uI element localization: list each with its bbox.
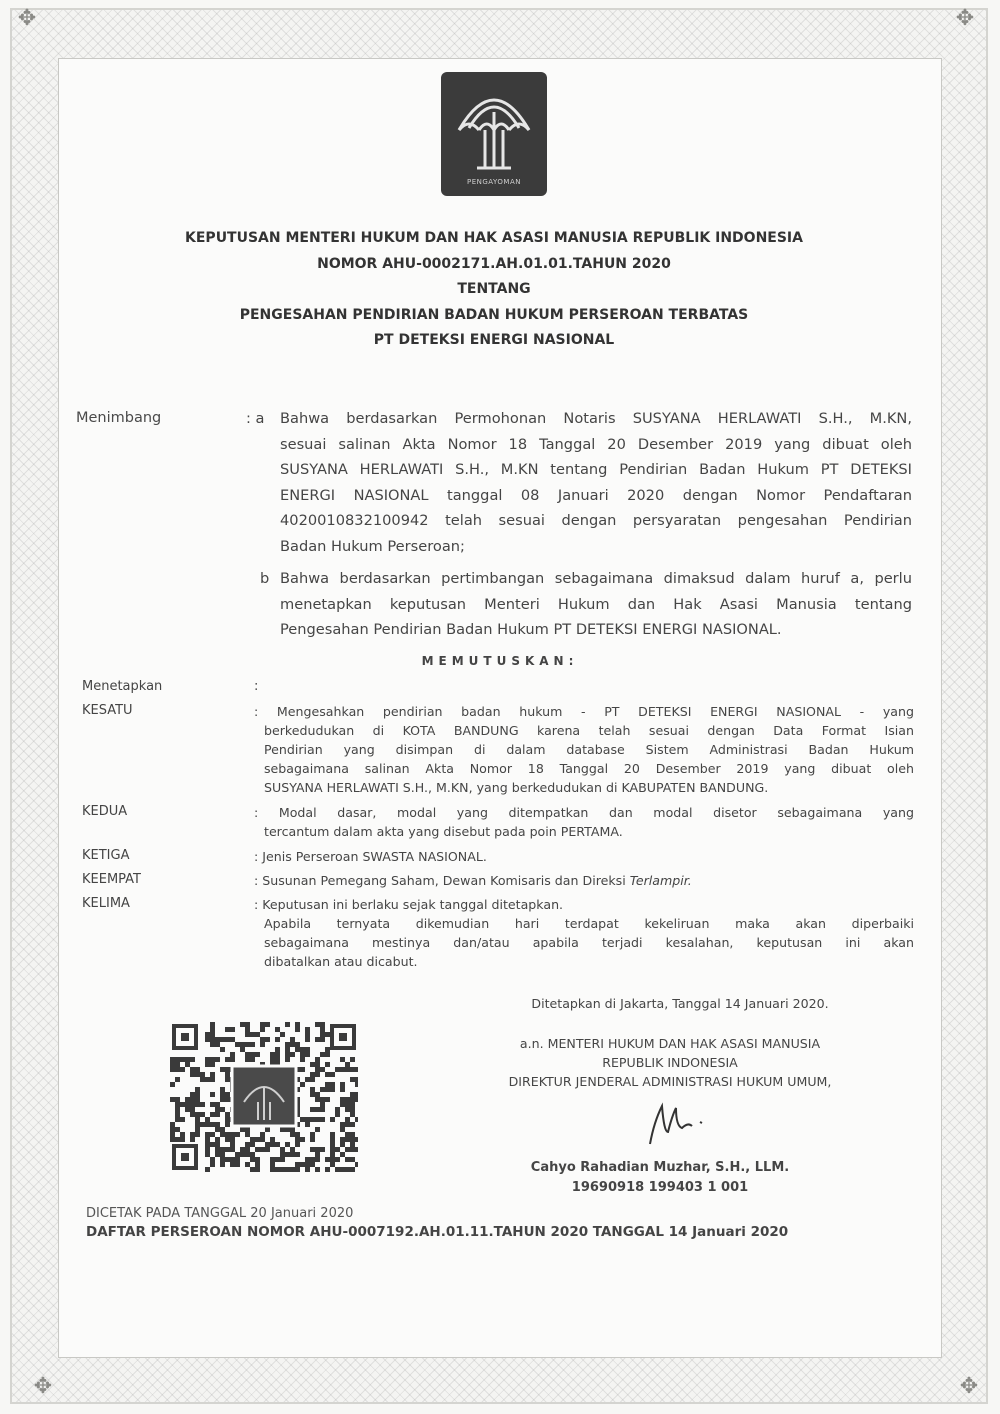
text-line: : Modal dasar, modal yang ditempatkan dan modal disetor sebagaimana yang	[254, 805, 914, 820]
company-name: PT DETEKSI ENERGI NASIONAL	[373, 332, 615, 348]
decision-label-keempat: KEEMPAT	[82, 872, 142, 887]
company-register-number: DAFTAR PERSEROAN NOMOR AHU-0007192.AH.01.11.TAHUN 2020 TANGGAL 14 Januari 2020	[86, 1224, 789, 1240]
decision-heading: MEMUTUSKAN:	[421, 654, 579, 668]
text-line: Bahwa berdasarkan pertimbangan sebagaimana dimaksud dalam huruf a, perlu	[280, 570, 912, 587]
signatory-name: Cahyo Rahadian Muzhar, S.H., LLM.	[530, 1160, 790, 1175]
establish-colon: :	[254, 679, 259, 694]
corner-ornament-icon: ✥	[17, 6, 37, 31]
text-line: Pengesahan Pendirian Badan Hukum PT DETEKSI ENERGI NASIONAL.	[280, 621, 782, 638]
decision-text-ketiga	[254, 847, 914, 866]
decision-text-kelima	[254, 895, 914, 971]
signing-on-behalf-country: REPUBLIK INDONESIA	[602, 1055, 738, 1070]
decision-text-keempat	[254, 871, 914, 890]
considering-point-a	[280, 406, 912, 559]
text-line: Badan Hukum Perseroan;	[280, 537, 465, 555]
decision-label-kesatu: KESATU	[82, 703, 133, 718]
decision-label-kelima: KELIMA	[82, 896, 130, 911]
decision-label-kedua: KEDUA	[82, 804, 128, 819]
text-line: SUSYANA HERLAWATI S.H., M.KN, yang berkedudukan di KABUPATEN BANDUNG.	[264, 780, 769, 795]
text-line	[254, 871, 914, 890]
text-line: : Jenis Perseroan SWASTA NASIONAL.	[254, 849, 487, 864]
signing-position: DIREKTUR JENDERAL ADMINISTRASI HUKUM UMUM,	[508, 1074, 832, 1089]
attached-note: Terlampir.	[629, 873, 692, 888]
text-line: berkedudukan di KOTA BANDUNG karena telah sesuai dengan Data Format Isian	[264, 723, 914, 738]
banyan-tree-icon	[441, 72, 547, 178]
text-line: sebagaimana mestinya dan/atau apabila terjadi kesalahan, keputusan ini akan	[264, 935, 914, 950]
pengayoman-emblem	[441, 72, 547, 196]
text-line: : Susunan Pemegang Saham, Dewan Komisaris dan Direksi	[254, 873, 630, 888]
signatory-nip: 19690918 199403 1 001	[571, 1180, 749, 1195]
text-line: sesuai salinan Akta Nomor 18 Tanggal 20 Desember 2019 yang dibuat oleh	[280, 435, 912, 453]
text-line: dibatalkan atau dicabut.	[264, 954, 418, 969]
corner-ornament-icon: ✥	[955, 6, 975, 31]
text-line: : Mengesahkan pendirian badan hukum - PT DETEKSI ENERGI NASIONAL - yang	[254, 704, 914, 719]
signature-mark	[640, 1092, 710, 1152]
decree-about: TENTANG	[457, 281, 531, 297]
decree-title-block	[100, 226, 888, 354]
text-line: tercantum dalam akta yang disebut pada poin PERTAMA.	[264, 824, 623, 839]
corner-ornament-icon: ✥	[33, 1374, 53, 1399]
text-line: : Keputusan ini berlaku sejak tanggal ditetapkan.	[254, 897, 564, 912]
considering-label: Menimbang	[76, 410, 162, 426]
signing-place-date: Ditetapkan di Jakarta, Tanggal 14 Januari 2020.	[531, 996, 829, 1011]
establish-label: Menetapkan	[82, 679, 163, 694]
corner-ornament-icon: ✥	[959, 1374, 979, 1399]
printed-date: DICETAK PADA TANGGAL 20 Januari 2020	[86, 1206, 354, 1221]
considering-point-b	[280, 566, 912, 643]
decree-subject: PENGESAHAN PENDIRIAN BADAN HUKUM PERSEROAN TERBATAS	[239, 306, 749, 323]
considering-marker-b: b	[260, 570, 270, 587]
decision-label-ketiga: KETIGA	[82, 848, 130, 863]
emblem-caption: PENGAYOMAN	[466, 178, 522, 186]
signing-on-behalf: a.n. MENTERI HUKUM DAN HAK ASASI MANUSIA	[519, 1036, 821, 1051]
decision-text-kedua	[254, 803, 914, 841]
qr-code-icon	[170, 1022, 358, 1172]
text-line: ENERGI NASIONAL tanggal 08 Januari 2020 dengan Nomor Pendaftaran	[280, 486, 912, 504]
decision-text-kesatu	[254, 702, 914, 797]
decree-title: KEPUTUSAN MENTERI HUKUM DAN HAK ASASI MANUSIA REPUBLIK INDONESIA	[185, 230, 803, 246]
text-line: Bahwa berdasarkan Permohonan Notaris SUSYANA HERLAWATI S.H., M.KN,	[280, 410, 912, 427]
text-line: SUSYANA HERLAWATI S.H., M.KN tentang Pendirian Badan Hukum PT DETEKSI	[280, 461, 912, 478]
text-line: Apabila ternyata dikemudian hari terdapat kekeliruan maka akan diperbaiki	[264, 916, 914, 931]
text-line: menetapkan keputusan Menteri Hukum dan Hak Asasi Manusia tentang	[280, 595, 912, 613]
decree-number: NOMOR AHU-0002171.AH.01.01.TAHUN 2020	[317, 255, 671, 272]
text-line: Pendirian yang disimpan di dalam database Sistem Administrasi Badan Hukum	[264, 742, 914, 757]
considering-marker-a: : a	[246, 410, 265, 427]
text-line: sebagaimana salinan Akta Nomor 18 Tanggal 20 Desember 2019 yang dibuat oleh	[264, 761, 914, 776]
text-line: 4020010832100942 telah sesuai dengan persyaratan pengesahan Pendirian	[280, 512, 912, 529]
